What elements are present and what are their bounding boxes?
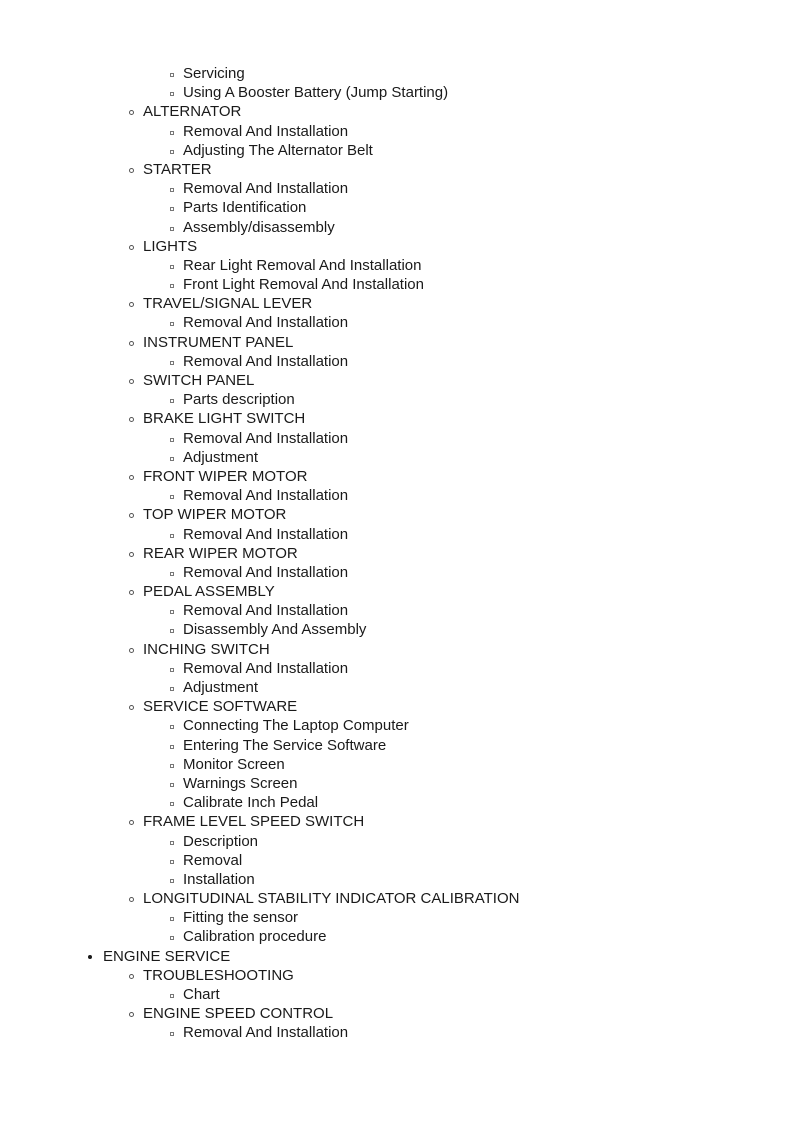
square-bullet-icon (170, 265, 174, 269)
square-bullet-icon (170, 457, 174, 461)
circle-bullet-icon (129, 475, 134, 480)
toc-entry-label: Removal And Installation (183, 563, 349, 581)
toc-entry (0, 122, 794, 141)
toc-entry-label: Monitor Screen (183, 755, 285, 773)
square-bullet-icon (170, 936, 174, 940)
toc-entry-label: Fitting the sensor (183, 909, 299, 927)
square-bullet-icon (170, 438, 174, 442)
toc-entry-label: Assembly/disassembly (183, 218, 335, 236)
toc-entry-label: Removal And Installation (183, 525, 349, 543)
toc-entry (0, 1023, 794, 1042)
square-bullet-icon (170, 783, 174, 787)
circle-bullet-icon (129, 897, 134, 902)
toc-chapter (0, 505, 794, 524)
toc-entry-label: PEDAL ASSEMBLY (143, 583, 275, 601)
square-bullet-icon (170, 284, 174, 288)
toc-entry-label: Connecting The Laptop Computer (183, 717, 409, 735)
toc-entry-label: Servicing (183, 65, 245, 82)
toc-entry (0, 716, 794, 735)
toc-entry-label: BRAKE LIGHT SWITCH (143, 410, 306, 428)
toc-entry-label: TOP WIPER MOTOR (143, 506, 287, 524)
toc-entry-label: Front Light Removal And Installation (183, 276, 424, 294)
toc-entry-label: Removal And Installation (183, 487, 349, 505)
toc-entry-label: SWITCH PANEL (143, 372, 255, 389)
square-bullet-icon (170, 687, 174, 691)
toc-entry (0, 83, 794, 102)
toc-chapter (0, 812, 794, 831)
toc-entry (0, 313, 794, 332)
circle-bullet-icon (129, 302, 134, 307)
toc-entry (0, 64, 794, 83)
toc-chapter (0, 294, 794, 313)
toc-chapter (0, 544, 794, 563)
toc-entry-label: Disassembly And Assembly (183, 621, 367, 639)
toc-entry (0, 659, 794, 678)
toc-entry-label: Adjusting The Alternator Belt (183, 141, 373, 159)
toc-entry (0, 256, 794, 275)
toc-entry-label: ENGINE SERVICE (103, 947, 231, 965)
toc-entry (0, 620, 794, 639)
toc-entry-label: Removal And Installation (183, 1024, 349, 1042)
toc-entry-label: Chart (183, 986, 220, 1003)
toc-chapter (0, 467, 794, 486)
circle-bullet-icon (129, 974, 134, 979)
toc-entry-label: Calibration procedure (183, 928, 327, 946)
toc-entry-label: LIGHTS (143, 237, 198, 255)
toc-entry (0, 218, 794, 237)
toc-entry-label: Installation (183, 870, 255, 888)
toc-entry-label: Removal And Installation (183, 314, 349, 332)
toc-entry (0, 774, 794, 793)
square-bullet-icon (170, 361, 174, 365)
toc-entry (0, 927, 794, 946)
toc-entry-label: INSTRUMENT PANEL (143, 333, 294, 351)
toc-entry-label: LONGITUDINAL STABILITY INDICATOR CALIBRATION (143, 890, 520, 908)
toc-entry (0, 736, 794, 755)
square-bullet-icon (170, 150, 174, 154)
toc-entry-label: TRAVEL/SIGNAL LEVER (143, 295, 313, 313)
square-bullet-icon (170, 860, 174, 864)
toc-entry (0, 486, 794, 505)
square-bullet-icon (170, 227, 174, 231)
toc-entry (0, 141, 794, 160)
toc-entry-label: Adjustment (183, 448, 259, 466)
toc-entry (0, 429, 794, 448)
toc-chapter (0, 333, 794, 352)
toc-chapter (0, 640, 794, 659)
square-bullet-icon (170, 92, 174, 96)
toc-chapter (0, 1004, 794, 1023)
toc-entry-label: FRAME LEVEL SPEED SWITCH (143, 813, 365, 831)
toc-entry-label: ENGINE SPEED CONTROL (143, 1005, 334, 1023)
toc-entry-label: Parts description (183, 391, 295, 409)
toc-chapter (0, 697, 794, 716)
toc-entry-label: Removal And Installation (183, 352, 349, 370)
square-bullet-icon (170, 131, 174, 135)
square-bullet-icon (170, 73, 174, 77)
toc-entry-label: Calibrate Inch Pedal (183, 794, 319, 812)
toc-entry-label: SERVICE SOFTWARE (143, 698, 298, 716)
toc-entry (0, 525, 794, 544)
toc-chapter (0, 371, 794, 390)
square-bullet-icon (170, 188, 174, 192)
square-bullet-icon (170, 994, 174, 998)
circle-bullet-icon (129, 168, 134, 173)
circle-bullet-icon (129, 379, 134, 384)
toc-entry (0, 985, 794, 1004)
toc-entry-label: Removal And Installation (183, 659, 349, 677)
toc-chapter (0, 889, 794, 908)
toc-entry (0, 179, 794, 198)
toc-entry-label: Removal And Installation (183, 602, 349, 620)
circle-bullet-icon (129, 417, 134, 422)
square-bullet-icon (170, 802, 174, 806)
toc-entry (0, 275, 794, 294)
toc-entry (0, 755, 794, 774)
circle-bullet-icon (129, 552, 134, 557)
toc-entry-label: Entering The Service Software (183, 736, 387, 754)
toc-entry-label: Removal And Installation (183, 429, 349, 447)
circle-bullet-icon (129, 341, 134, 346)
toc-entry (0, 908, 794, 927)
toc-entry (0, 390, 794, 409)
circle-bullet-icon (129, 110, 134, 115)
table-of-contents (0, 64, 794, 1043)
toc-entry (0, 678, 794, 697)
circle-bullet-icon (129, 1012, 134, 1017)
toc-entry-label: FRONT WIPER MOTOR (143, 467, 308, 485)
square-bullet-icon (170, 207, 174, 211)
toc-entry-label: INCHING SWITCH (143, 640, 270, 658)
square-bullet-icon (170, 629, 174, 633)
toc-entry (0, 601, 794, 620)
square-bullet-icon (170, 879, 174, 883)
toc-entry-label: ALTERNATOR (143, 103, 242, 121)
square-bullet-icon (170, 399, 174, 403)
toc-entry (0, 870, 794, 889)
toc-section (0, 947, 794, 966)
toc-chapter (0, 102, 794, 121)
toc-entry-label: STARTER (143, 160, 212, 178)
toc-chapter (0, 160, 794, 179)
disc-bullet-icon (88, 955, 92, 959)
circle-bullet-icon (129, 820, 134, 825)
circle-bullet-icon (129, 245, 134, 250)
toc-entry-label: Adjustment (183, 679, 259, 696)
square-bullet-icon (170, 917, 174, 921)
square-bullet-icon (170, 668, 174, 672)
toc-entry (0, 198, 794, 217)
square-bullet-icon (170, 322, 174, 326)
toc-chapter (0, 582, 794, 601)
circle-bullet-icon (129, 648, 134, 653)
circle-bullet-icon (129, 705, 134, 710)
toc-chapter (0, 966, 794, 985)
toc-entry (0, 352, 794, 371)
square-bullet-icon (170, 534, 174, 538)
toc-entry (0, 563, 794, 582)
toc-entry-label: Parts Identification (183, 199, 307, 217)
square-bullet-icon (170, 572, 174, 576)
toc-entry-label: Warnings Screen (183, 774, 298, 792)
toc-chapter (0, 237, 794, 256)
toc-entry-label: Using A Booster Battery (Jump Starting) (183, 84, 449, 102)
toc-entry-label: Rear Light Removal And Installation (183, 256, 422, 274)
toc-entry (0, 832, 794, 851)
toc-entry-label: REAR WIPER MOTOR (143, 544, 298, 562)
square-bullet-icon (170, 841, 174, 845)
circle-bullet-icon (129, 513, 134, 518)
toc-entry (0, 793, 794, 812)
toc-entry (0, 448, 794, 467)
toc-entry-label: Description (183, 832, 259, 850)
square-bullet-icon (170, 610, 174, 614)
toc-entry (0, 851, 794, 870)
square-bullet-icon (170, 764, 174, 768)
square-bullet-icon (170, 745, 174, 749)
square-bullet-icon (170, 725, 174, 729)
toc-entry-label: TROUBLESHOOTING (143, 966, 294, 984)
toc-entry-label: Removal And Installation (183, 122, 349, 140)
square-bullet-icon (170, 1032, 174, 1036)
toc-entry-label: Removal (183, 851, 243, 869)
toc-entry-label: Removal And Installation (183, 180, 349, 198)
circle-bullet-icon (129, 590, 134, 595)
toc-chapter (0, 409, 794, 428)
square-bullet-icon (170, 495, 174, 499)
